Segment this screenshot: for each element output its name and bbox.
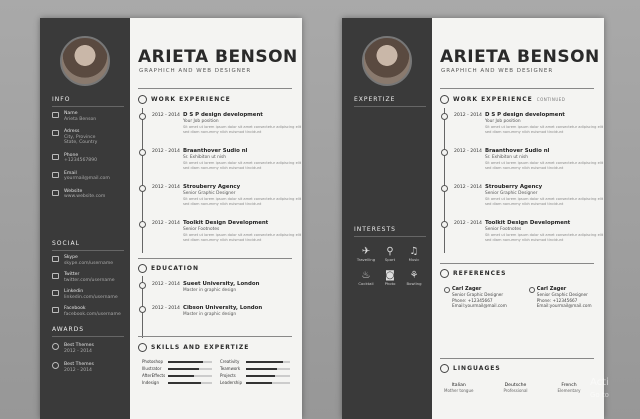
work-entry <box>138 111 302 143</box>
language-item <box>444 383 473 393</box>
entry-description: Sit amet ut lorem ipsum dolor sit amet consectetur adipiscing elit sed diam nonummy nibh euismod tincidunt <box>183 161 302 170</box>
entry-date: 2012 - 2014 <box>454 113 482 118</box>
contact-icon <box>52 172 59 178</box>
entry-title: D S P design development <box>183 112 263 118</box>
resume-name: ARIETA BENSON <box>440 47 600 67</box>
work-experience-heading: WORK EXPERIENCE CONTINUED <box>440 95 565 104</box>
entry-date: 2012 - 2014 <box>454 185 482 190</box>
timeline-dot <box>441 221 448 228</box>
award-icon <box>52 362 59 369</box>
contact-row <box>52 289 124 300</box>
contact-icon <box>52 190 59 196</box>
entry-title: Strouberry Agency <box>183 184 241 190</box>
skill-row <box>142 366 212 371</box>
contact-row <box>52 111 124 122</box>
profile-photo <box>60 36 110 86</box>
work-entry <box>138 147 302 179</box>
skill-name: Photoshop <box>142 359 164 364</box>
timeline-dot <box>441 113 448 120</box>
entry-subtitle: Senior Footnotes <box>485 227 522 232</box>
briefcase-icon <box>138 95 147 104</box>
headphones-icon: ♫ <box>409 246 419 257</box>
social-section <box>52 240 124 323</box>
skill-bar <box>246 382 290 384</box>
interests-grid <box>354 246 426 286</box>
skill-bar <box>168 361 212 363</box>
timeline-dot <box>139 113 146 120</box>
interest-item <box>402 270 426 286</box>
interest-item <box>378 270 402 286</box>
contact-row <box>52 189 124 200</box>
camera-icon: ◙ <box>385 270 395 281</box>
activate-windows-watermark: Acti Go to <box>590 377 609 399</box>
entry-description: Sit amet ut lorem ipsum dolor sit amet consectetur adipiscing elit sed diam nonummy nibh euismod tincidunt <box>485 161 604 170</box>
awards-title: AWARDS <box>52 326 85 333</box>
interest-item <box>354 246 378 262</box>
reference-item <box>529 286 592 309</box>
contact-label: Skype <box>64 255 78 260</box>
work-experience-heading: WORK EXPERIENCE <box>138 95 231 104</box>
award-label: Best Themes <box>64 343 94 348</box>
contact-icon <box>52 130 59 136</box>
language-name: French <box>561 383 577 388</box>
contact-value: linkedin.com/username <box>64 294 118 300</box>
resume-role: GRAPHICH AND WEB DESIGNER <box>139 68 252 74</box>
entry-title: Sueet University, London <box>183 281 260 287</box>
cocktail-icon: ♨ <box>361 270 371 281</box>
contact-row <box>52 153 124 164</box>
work-entry <box>440 147 604 179</box>
interests-title: INTERESTS <box>354 226 396 233</box>
entry-date: 2012 - 2014 <box>152 149 180 154</box>
contact-value: Arieta Benson <box>64 116 97 122</box>
contact-value: www.website.com <box>64 194 106 199</box>
entry-subtitle: Senior Footnotes <box>183 227 220 232</box>
contact-label: Linkedin <box>64 289 84 294</box>
entry-date: 2012 - 2014 <box>152 282 180 287</box>
award-row <box>52 362 124 373</box>
entry-subtitle: Sr. Exhibiton ut nish <box>183 155 226 160</box>
entry-title: D S P design development <box>485 112 565 118</box>
skill-row <box>220 380 290 385</box>
timeline-dot <box>139 149 146 156</box>
briefcase-icon <box>440 95 449 104</box>
interest-label: Music <box>408 257 420 262</box>
reference-mail: Email:yourmail@mail.com <box>536 303 592 309</box>
skill-name: Projects <box>220 373 236 378</box>
entry-date: 2012 - 2014 <box>152 185 180 190</box>
social-icon <box>52 307 59 313</box>
language-level: Mother tongue <box>444 388 474 393</box>
entry-date: 2012 - 2014 <box>454 221 482 226</box>
skill-bar <box>246 368 290 370</box>
resume-2-sidebar <box>342 18 432 419</box>
social-icon <box>52 256 59 262</box>
entry-title: Braanthover Sudio nl <box>485 148 550 154</box>
skill-row <box>220 359 290 364</box>
contact-value: twitter.com/username <box>64 277 115 283</box>
interest-label: Photo <box>384 281 396 286</box>
entry-title: Cibson University, London <box>183 305 263 311</box>
interests-section <box>354 226 426 241</box>
contact-label: Facebook <box>64 306 86 311</box>
entry-description: Sit amet ut lorem ipsum dolor sit amet consectetur adipiscing elit sed diam nonummy nibh euismod tincidunt <box>485 125 604 134</box>
contact-row <box>52 306 124 317</box>
contact-label: Phone <box>64 152 79 158</box>
entry-title: Toolkit Design Development <box>485 220 571 226</box>
contact-label: Twitter <box>64 272 80 277</box>
timeline-dot <box>441 185 448 192</box>
languages-heading: LINGUAGES <box>440 364 501 373</box>
entry-description: Sit amet ut lorem ipsum dolor sit amet consectetur adipiscing elit sed diam nonummy nibh euismod tincidunt <box>485 197 604 206</box>
award-label: Best Themes <box>64 362 94 367</box>
timeline-dot <box>139 221 146 228</box>
entry-description: Sit amet ut lorem ipsum dolor sit amet consectetur adipiscing elit sed diam nonummy nibh euismod tincidunt <box>183 233 302 242</box>
contact-value: City, Province State, Country <box>64 134 98 145</box>
references-list <box>444 286 592 309</box>
reference-name: Carl Zager <box>452 286 482 292</box>
language-name: Italian <box>451 383 466 388</box>
timeline-dot <box>139 185 146 192</box>
contact-label: Website <box>64 188 83 194</box>
entry-description: Sit amet ut lorem ipsum dolor sit amet consectetur adipiscing elit sed diam nonummy nibh euismod tincidunt <box>485 233 604 242</box>
entry-title: Toolkit Design Development <box>183 220 269 226</box>
awards-section <box>52 326 124 381</box>
lightbulb-icon <box>138 343 147 352</box>
interest-label: Cocktail <box>358 281 374 286</box>
education-entry <box>138 304 294 336</box>
contact-row <box>52 255 124 266</box>
reference-item <box>444 286 507 309</box>
award-value: 2012 - 2014 <box>64 367 92 373</box>
skill-name: Indesign <box>142 380 159 385</box>
reference-phone: Phone: +12345667 <box>536 297 578 303</box>
work-entry <box>440 111 604 143</box>
language-name: Deutsche <box>504 383 527 388</box>
entry-description: Sit amet ut lorem ipsum dolor sit amet consectetur adipiscing elit sed diam nonummy nibh euismod tincidunt <box>183 125 302 134</box>
skill-name: Leadership <box>220 380 242 385</box>
contact-icon <box>52 154 59 160</box>
contact-label: Adress <box>64 129 80 134</box>
interest-label: Bowling <box>406 281 422 286</box>
language-item <box>503 383 527 393</box>
references-heading: REFERENCES <box>440 269 506 278</box>
language-item <box>558 383 581 393</box>
skill-bar <box>168 375 212 377</box>
work-entry <box>138 219 302 251</box>
entry-title: Strouberry Agency <box>485 184 543 190</box>
contact-label: Name <box>64 111 78 116</box>
skill-name: Creativity <box>220 359 240 364</box>
contact-value: yourmail@mail.com <box>64 176 110 181</box>
contact-value: skype.com/username <box>64 260 114 266</box>
resume-page-1 <box>40 18 302 419</box>
work-entry <box>440 219 604 251</box>
skill-bar <box>168 368 212 370</box>
skill-row <box>142 380 212 385</box>
contact-row <box>52 171 124 182</box>
info-section <box>52 96 124 207</box>
timeline-dot <box>139 282 146 289</box>
skills-heading: SKILLS AND EXPERTIZE <box>138 343 249 352</box>
social-title: SOCIAL <box>52 240 80 247</box>
skill-name: Teamwork <box>220 366 241 371</box>
contact-label: Email <box>64 170 77 176</box>
skills-column <box>142 359 212 387</box>
resume-1-sidebar <box>40 18 130 419</box>
entry-date: 2012 - 2014 <box>152 113 180 118</box>
skills-column <box>220 359 290 387</box>
resume-name: ARIETA BENSON <box>138 47 298 67</box>
language-level: Professional <box>503 388 528 393</box>
skill-row <box>142 359 212 364</box>
interest-item <box>402 246 426 262</box>
interest-label: Sport <box>384 257 396 262</box>
award-row <box>52 343 124 354</box>
entry-subtitle: Sr. Exhibiton ut nish <box>485 155 528 160</box>
award-icon <box>52 343 59 350</box>
entry-date: 2012 - 2014 <box>152 306 180 311</box>
skill-bar <box>168 382 212 384</box>
reference-mail: Email:yourmail@mail.com <box>452 303 507 309</box>
entry-subtitle: Master in graphic design <box>183 288 237 293</box>
languages-list <box>444 383 581 393</box>
work-entry <box>138 183 302 215</box>
entry-date: 2012 - 2014 <box>152 221 180 226</box>
entry-subtitle: Senior Graphic Designer <box>485 191 538 196</box>
contact-icon <box>52 112 59 118</box>
social-icon <box>52 290 59 296</box>
profile-photo <box>362 36 412 86</box>
expertize-title: EXPERTIZE <box>354 96 396 103</box>
graduation-cap-icon <box>138 264 147 273</box>
skill-row <box>220 366 290 371</box>
skill-bar <box>246 361 290 363</box>
entry-subtitle: Your Job position <box>183 119 219 124</box>
resume-2-main <box>432 18 604 419</box>
interest-item <box>378 246 402 262</box>
info-title: INFO <box>52 96 71 103</box>
reference-name: Carl Zager <box>536 286 567 292</box>
resume-1-main <box>130 18 302 419</box>
education-heading: EDUCATION <box>138 264 199 273</box>
timeline-dot <box>139 306 146 313</box>
language-level: Elementary <box>557 388 581 393</box>
entry-date: 2012 - 2014 <box>454 149 482 154</box>
user-icon <box>440 269 449 278</box>
reference-phone: Phone: +12345667 <box>452 297 493 303</box>
bike-icon: ⚲ <box>386 246 394 257</box>
work-entry <box>440 183 604 215</box>
reference-role: Senior Graphic Designer <box>536 292 588 298</box>
social-icon <box>52 273 59 279</box>
expertize-section <box>354 96 426 111</box>
award-value: 2012 - 2014 <box>64 348 92 354</box>
entry-subtitle: Your Job position <box>485 119 521 124</box>
skill-bar <box>246 375 290 377</box>
dance-icon: ⚘ <box>409 270 419 281</box>
entry-title: Braanthover Sudio nl <box>183 148 248 154</box>
interest-item <box>354 270 378 286</box>
globe-icon <box>440 364 449 373</box>
contact-value: facebook.com/username <box>64 311 121 317</box>
contact-value: +1234567890 <box>64 158 98 163</box>
resume-role: GRAPHICH AND WEB DESIGNER <box>441 68 554 74</box>
skill-name: AfterEffects <box>142 373 166 378</box>
timeline-dot <box>441 149 448 156</box>
skill-row <box>142 373 212 378</box>
reference-role: Senior Graphic Designer <box>452 292 504 298</box>
skills-list <box>142 359 290 387</box>
skill-name: Illustrator <box>142 366 162 371</box>
plane-icon: ✈ <box>361 246 371 257</box>
entry-subtitle: Master in graphic design <box>183 312 237 317</box>
entry-subtitle: Senior Graphic Designer <box>183 191 236 196</box>
interest-label: Travelling <box>356 257 376 262</box>
skill-row <box>220 373 290 378</box>
contact-row <box>52 272 124 283</box>
contact-row <box>52 129 124 146</box>
resume-page-2 <box>342 18 604 419</box>
entry-description: Sit amet ut lorem ipsum dolor sit amet consectetur adipiscing elit sed diam nonummy nibh euismod tincidunt <box>183 197 302 206</box>
